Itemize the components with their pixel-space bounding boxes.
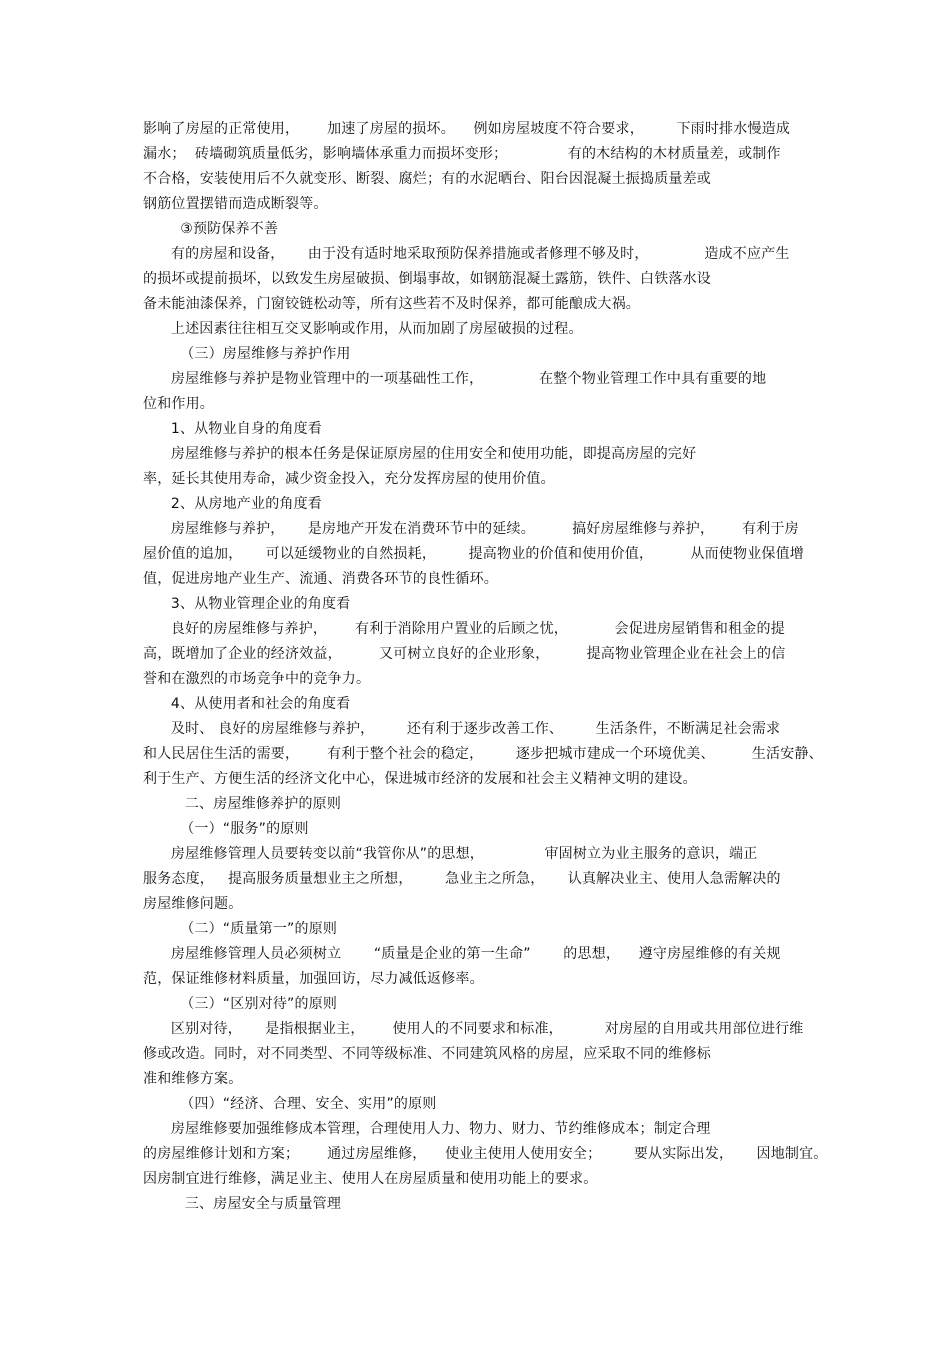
section-heading: （三）房屋维修与养护作用 [143,346,351,362]
text-line: 不合格，安装使用后不久就变形、断裂、腐烂；有的水泥晒台、阳台因混凝土振捣质量差或 [143,171,711,187]
text-line: 誉和在激烈的市场竞争中的竞争力。 [143,671,371,687]
section-heading: （三）“区别对待”的原则 [143,996,338,1012]
text-line: 位和作用。 [143,396,214,412]
text-line: 准和维修方案。 [143,1071,243,1087]
text-line: 率，延长其使用寿命，减少资金投入，充分发挥房屋的使用价值。 [143,471,555,487]
text-line: 良好的房屋维修与养护， 有利于消除用户置业的后顾之忧， 会促进房屋销售和租金的提 [143,621,785,637]
text-line: 备未能油漆保养，门窗铰链松动等，所有这些若不及时保养，都可能酿成大祸。 [143,296,640,312]
text-line: 值，促进房地产业生产、流通、消费各环节的良性循环。 [143,571,498,587]
section-heading: 2、从房地产业的角度看 [143,496,323,512]
section-heading: （四）“经济、合理、安全、实用”的原则 [143,1096,437,1112]
text-line: 的损坏或提前损坏，以致发生房屋破损、倒塌事故，如钢筋混凝土露筋，铁件、白铁落水设 [143,271,711,287]
text-line: 影响了房屋的正常使用， 加速了房屋的损坏。 例如房屋坡度不符合要求， 下雨时排水慢造成 [143,121,791,137]
text-line: 房屋维修问题。 [143,896,243,912]
section-heading: （一）“服务”的原则 [143,821,309,837]
text-line: 区别对待， 是指根据业主， 使用人的不同要求和标准， 对房屋的自用或共用部位进行维 [143,1021,804,1037]
text-line: 有的房屋和设备， 由于没有适时地采取预防保养措施或者修理不够及时， 造成不应产生 [143,246,790,262]
section-heading: 1、从物业自身的角度看 [143,421,323,437]
section-heading: 二、房屋维修养护的原则 [143,796,342,812]
text-line: 高，既增加了企业的经济效益， 又可树立良好的企业形象， 提高物业管理企业在社会上的信 [143,646,786,662]
text-line: 修或改造。同时，对不同类型、不同等级标准、不同建筑风格的房屋，应采取不同的维修标 [143,1046,711,1062]
text-line: 房屋维修管理人员必须树立 “质量是企业的第一生命” 的思想， 遵守房屋维修的有关规 [143,946,781,962]
text-line: 房屋维修与养护的根本任务是保证原房屋的住用安全和使用功能，即提高房屋的完好 [143,446,697,462]
text-line: 范，保证维修材料质量，加强回访，尽力减低返修率。 [143,971,484,987]
section-heading: 三、房屋安全与质量管理 [143,1196,342,1212]
text-line: 和人民居住生活的需要， 有利于整个社会的稳定， 逐步把城市建成一个环境优美、 生活安静、 [143,746,823,762]
text-line: 房屋维修与养护， 是房地产开发在消费环节中的延续。 搞好房屋维修与养护， 有利于房 [143,521,799,537]
text-line: 因房制宜进行维修，满足业主、使用人在房屋质量和使用功能上的要求。 [143,1171,598,1187]
section-heading: 3、从物业管理企业的角度看 [143,596,351,612]
text-line: 漏水； 砖墙砌筑质量低劣，影响墙体承重力而损坏变形； 有的木结构的木材质量差，或制作 [143,146,781,162]
text-line: 房屋维修与养护是物业管理中的一项基础性工作， 在整个物业管理工作中具有重要的地 [143,371,767,387]
text-line: 房屋维修管理人员要转变以前“我管你从”的思想， 审固树立为业主服务的意识，端正 [143,846,758,862]
section-heading: ③预防保养不善 [143,221,279,237]
text-line: 屋价值的追加， 可以延缓物业的自然损耗， 提高物业的价值和使用价值， 从而使物业保值增 [143,546,805,562]
text-line: 的房屋维修计划和方案； 通过房屋维修， 使业主使用人使用安全； 要从实际出发， 因地制宜。 [143,1146,828,1162]
text-line: 钢筋位置摆错而造成断裂等。 [143,196,328,212]
text-line: 及时、 良好的房屋维修与养护， 还有利于逐步改善工作、 生活条件，不断满足社会需求 [143,721,781,737]
section-heading: 4、从使用者和社会的角度看 [143,696,351,712]
text-line: 上述因素往往相互交叉影响或作用，从而加剧了房屋破损的过程。 [143,321,583,337]
text-line: 利于生产、方便生活的经济文化中心，保进城市经济的发展和社会主义精神文明的建设。 [143,771,697,787]
text-line: 服务态度， 提高服务质量想业主之所想， 急业主之所急， 认真解决业主、使用人急需解决的 [143,871,781,887]
section-heading: （二）“质量第一”的原则 [143,921,338,937]
text-line: 房屋维修要加强维修成本管理，合理使用人力、物力、财力、节约维修成本；制定合理 [143,1121,711,1137]
